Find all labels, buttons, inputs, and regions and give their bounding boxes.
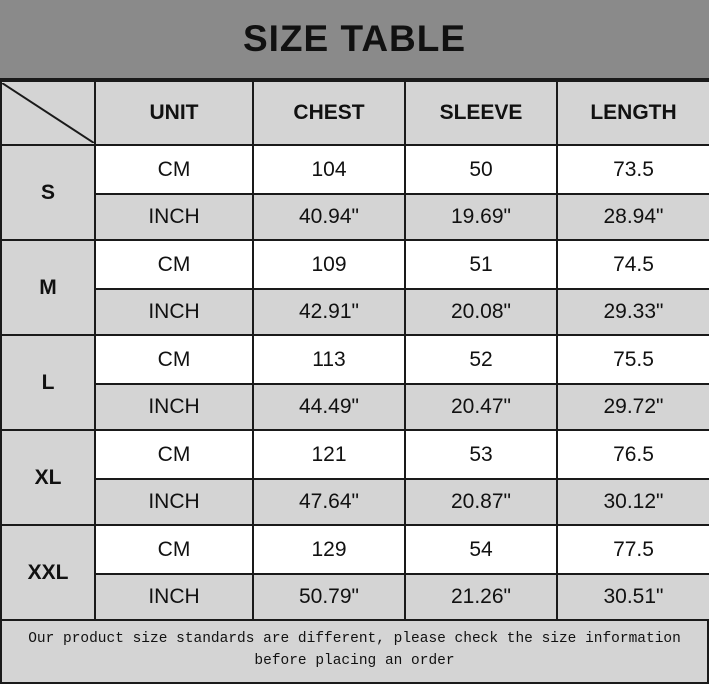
unit-inch: INCH [95,479,253,525]
sleeve-cm: 52 [405,335,557,384]
table-row [1,145,709,194]
chest-inch: 40.94" [253,194,405,240]
unit-cm: CM [95,525,253,574]
chest-cm: 113 [253,335,405,384]
title-bar [0,0,709,80]
chest-inch: 47.64" [253,479,405,525]
length-cm: 75.5 [557,335,709,384]
size-table [0,80,709,621]
length-inch: 30.12" [557,479,709,525]
unit-inch: INCH [95,194,253,240]
table-row [1,574,709,620]
sleeve-cm: 50 [405,145,557,194]
sleeve-cm: 51 [405,240,557,289]
length-cm: 73.5 [557,145,709,194]
diagonal-divider-icon [2,83,94,143]
column-header-sleeve: SLEEVE [405,81,557,145]
table-row [1,479,709,525]
chest-cm: 109 [253,240,405,289]
table-row [1,194,709,240]
footer-note [0,621,709,684]
size-label-xl: XL [1,430,95,525]
length-cm: 76.5 [557,430,709,479]
sleeve-inch: 20.87" [405,479,557,525]
footer-line-2: before placing an order [254,653,455,670]
size-label-s: S [1,145,95,240]
table-row [1,384,709,430]
column-header-unit: UNIT [95,81,253,145]
table-row [1,240,709,289]
unit-cm: CM [95,145,253,194]
length-inch: 30.51" [557,574,709,620]
column-header-length: LENGTH [557,81,709,145]
sleeve-cm: 54 [405,525,557,574]
page-title: SIZE TABLE [242,18,467,59]
sleeve-cm: 53 [405,430,557,479]
unit-inch: INCH [95,289,253,335]
corner-cell [1,81,95,145]
sleeve-inch: 20.47" [405,384,557,430]
unit-inch: INCH [95,574,253,620]
unit-cm: CM [95,335,253,384]
size-label-l: L [1,335,95,430]
sleeve-inch: 19.69" [405,194,557,240]
length-cm: 77.5 [557,525,709,574]
chest-inch: 50.79" [253,574,405,620]
chest-cm: 121 [253,430,405,479]
table-row [1,430,709,479]
table-header-row [1,81,709,145]
chest-cm: 104 [253,145,405,194]
length-inch: 28.94" [557,194,709,240]
table-row [1,525,709,574]
length-inch: 29.33" [557,289,709,335]
sleeve-inch: 20.08" [405,289,557,335]
size-label-xxl: XXL [1,525,95,620]
table-row [1,335,709,384]
footer-line-1: Our product size standards are different, please check the size information [28,631,681,647]
chest-inch: 44.49" [253,384,405,430]
size-label-m: M [1,240,95,335]
table-row [1,289,709,335]
unit-cm: CM [95,240,253,289]
unit-cm: CM [95,430,253,479]
chest-cm: 129 [253,525,405,574]
length-inch: 29.72" [557,384,709,430]
column-header-chest: CHEST [253,81,405,145]
unit-inch: INCH [95,384,253,430]
length-cm: 74.5 [557,240,709,289]
chest-inch: 42.91" [253,289,405,335]
sleeve-inch: 21.26" [405,574,557,620]
